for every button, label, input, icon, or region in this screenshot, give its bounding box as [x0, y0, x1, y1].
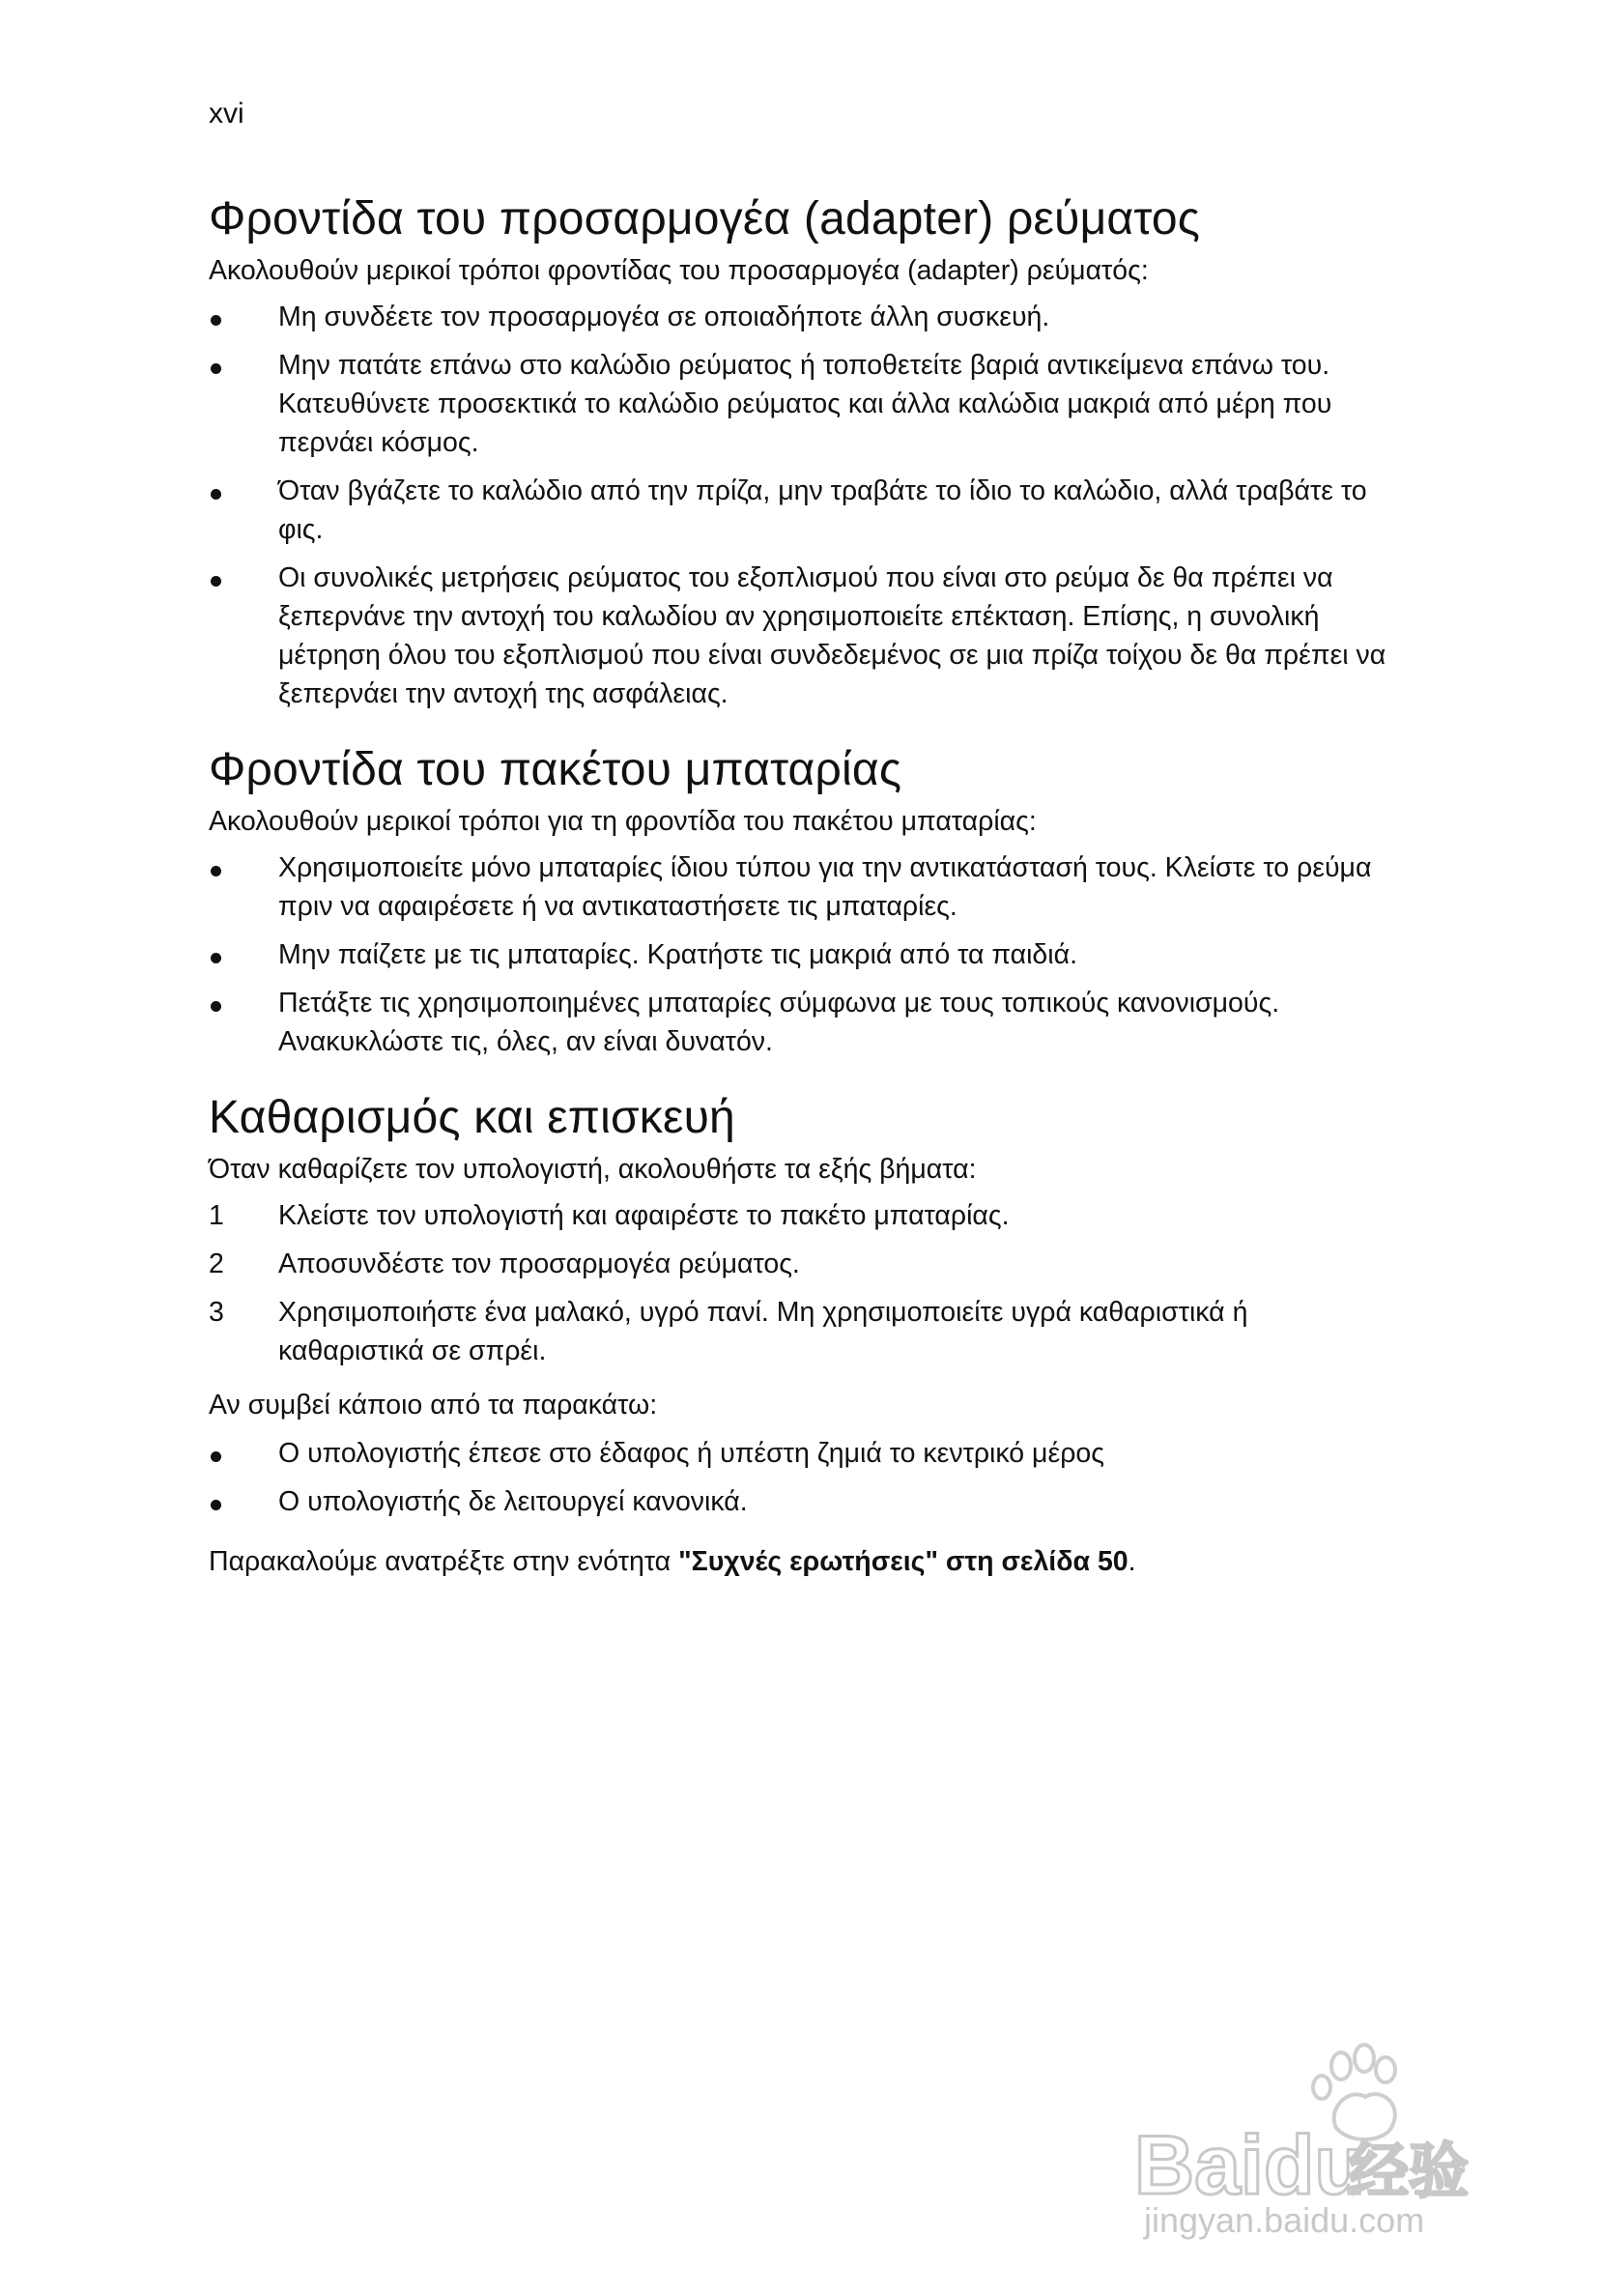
numbered-list [209, 1196, 1397, 1370]
section-cleaning-service [209, 1090, 1397, 1581]
bullet-list [209, 848, 1397, 1061]
list-item [209, 984, 1397, 1061]
list-item [209, 1196, 1397, 1235]
bullet-icon [209, 984, 247, 1022]
bullet-icon [209, 1482, 247, 1521]
list-item [209, 298, 1397, 336]
list-item [209, 346, 1397, 462]
section-title: Καθαρισμός και επισκευή [209, 1092, 735, 1143]
section-battery-care [209, 742, 1397, 1061]
page-number: xvi [209, 98, 244, 129]
baidu-paw-icon [1129, 2039, 1505, 2242]
list-item [209, 472, 1397, 549]
closing-paragraph [209, 1542, 1397, 1581]
section-intro: Όταν καθαρίζετε τον υπολογιστή, ακολουθήστε τα εξής βήματα: [209, 1154, 977, 1185]
document-body [209, 191, 1397, 1591]
bullet-icon [209, 1434, 247, 1473]
list-item-text: Ο υπολογιστής δε λειτουργεί κανονικά. [278, 1486, 748, 1517]
baidu-watermark [1129, 2039, 1505, 2242]
bullet-icon [209, 346, 247, 385]
list-item-text: Κλείστε τον υπολογιστή και αφαιρέστε το πακέτο μπαταρίας. [278, 1200, 1010, 1231]
list-item [209, 1293, 1397, 1370]
list-item [209, 559, 1397, 713]
watermark-brand: Baidu [1134, 2119, 1365, 2212]
list-item-text: Οι συνολικές μετρήσεις ρεύματος του εξοπλισμού που είναι στο ρεύμα δε θα πρέπει να ξεπερνάνε την αντοχή του καλωδίου αν χρησιμοποιείτε επέκταση. Επίσης, η συνολική μέτρηση όλου του εξοπλισμού που είναι συνδεδεμένος σε μια πρίζα τοίχου δε θα πρέπει να ξεπερνάει την αντοχή της ασφάλειας. [278, 562, 1386, 709]
section-title: Φροντίδα του προσαρμογέα (adapter) ρεύματος [209, 193, 1201, 244]
bullet-icon [209, 935, 247, 974]
step-number: 2 [209, 1248, 224, 1279]
bullet-list [209, 1434, 1397, 1521]
list-item-text: Μη συνδέετε τον προσαρμογέα σε οποιαδήποτε άλλη συσκευή. [278, 301, 1050, 332]
bullet-icon [209, 472, 247, 510]
watermark-brand-cn: 经验 [1349, 2136, 1470, 2206]
list-item-text: Μην πατάτε επάνω στο καλώδιο ρεύματος ή τοποθετείτε βαριά αντικείμενα επάνω του. Κατευθύνετε προσεκτικά το καλώδιο ρεύματος και άλλα καλώδια μακριά από μέρη που περνάει κόσμος. [278, 350, 1332, 458]
bullet-icon [209, 559, 247, 597]
list-item-text: Χρησιμοποιείτε μόνο μπαταρίες ίδιου τύπου για την αντικατάστασή τους. Κλείστε το ρεύμα πριν να αφαιρέσετε ή να αντικαταστήσετε τις μπαταρίες. [278, 852, 1372, 922]
list-item-text: Ο υπολογιστής έπεσε στο έδαφος ή υπέστη ζημιά το κεντρικό μέρος [278, 1438, 1104, 1469]
closing-prefix: Παρακαλούμε ανατρέξτε στην ενότητα [209, 1546, 679, 1577]
step-number: 3 [209, 1297, 224, 1328]
list-item-text: Όταν βγάζετε το καλώδιο από την πρίζα, μην τραβάτε το ίδιο το καλώδιο, αλλά τραβάτε το φις. [278, 475, 1367, 545]
section-title: Φροντίδα του πακέτου μπαταρίας [209, 744, 902, 795]
bullet-icon [209, 848, 247, 887]
list-item [209, 935, 1397, 974]
list-item-text: Πετάξτε τις χρησιμοποιημένες μπαταρίες σύμφωνα με τους τοπικούς κανονισμούς. Ανακυκλώστε τις, όλες, αν είναι δυνατόν. [278, 988, 1280, 1057]
list-item [209, 1245, 1397, 1283]
step-number: 1 [209, 1200, 224, 1231]
bullet-icon [209, 298, 247, 336]
section-adapter-care [209, 191, 1397, 713]
list-item-text: Χρησιμοποιήστε ένα μαλακό, υγρό πανί. Μη χρησιμοποιείτε υγρά καθαριστικά ή καθαριστικά σε σπρέι. [278, 1297, 1248, 1366]
list-item-text: Μην παίζετε με τις μπαταρίες. Κρατήστε τις μακριά από τα παιδιά. [278, 939, 1078, 970]
list-item [209, 1434, 1397, 1473]
section-intro: Ακολουθούν μερικοί τρόποι φροντίδας του προσαρμογέα (adapter) ρεύματός: [209, 255, 1149, 286]
watermark-url: jingyan.baidu.com [1144, 2200, 1425, 2240]
closing-suffix: . [1128, 1546, 1136, 1577]
condition-intro: Αν συμβεί κάποιο από τα παρακάτω: [209, 1390, 658, 1421]
list-item [209, 848, 1397, 926]
cross-reference-link[interactable]: "Συχνές ερωτήσεις" στη σελίδα 50 [678, 1546, 1129, 1577]
list-item-text: Αποσυνδέστε τον προσαρμογέα ρεύματος. [278, 1248, 800, 1279]
list-item [209, 1482, 1397, 1521]
bullet-list [209, 298, 1397, 713]
section-intro: Ακολουθούν μερικοί τρόποι για τη φροντίδα του πακέτου μπαταρίας: [209, 806, 1037, 837]
